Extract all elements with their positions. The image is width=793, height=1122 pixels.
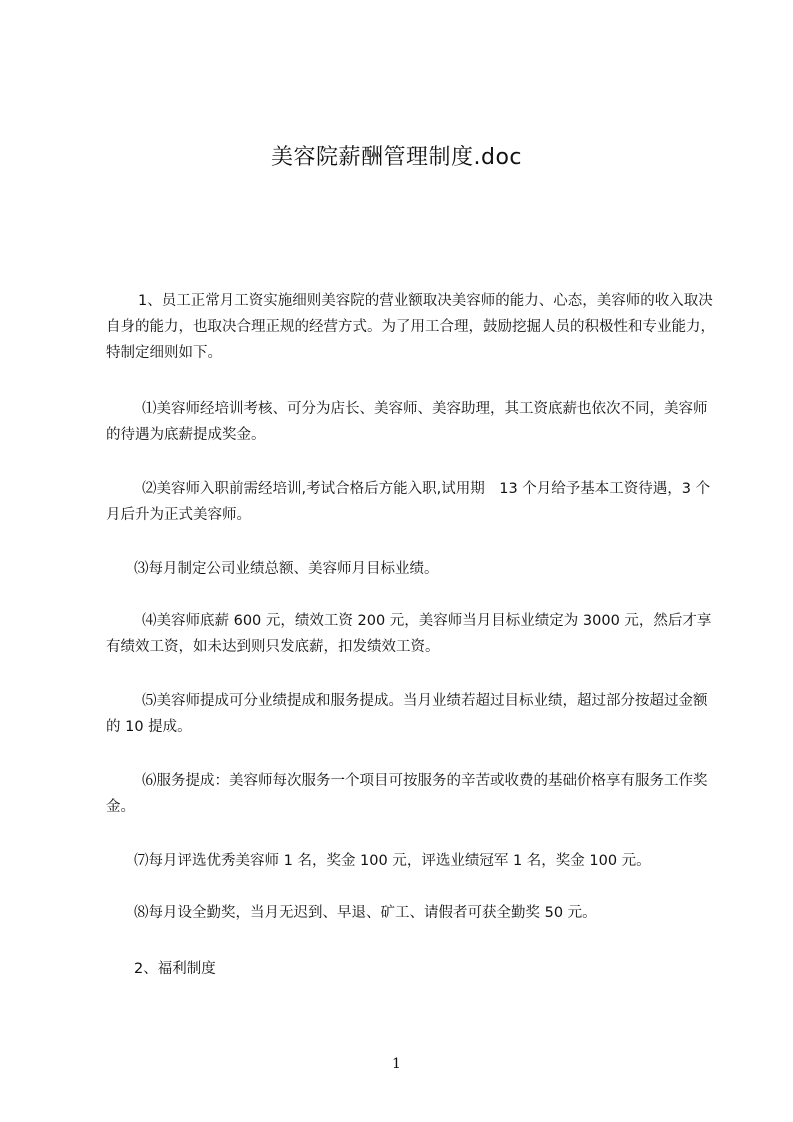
page-number: 1 bbox=[392, 1056, 401, 1072]
paragraph-item-5: ⑸美容师提成可分业绩提成和服务提成。当月业绩若超过目标业绩，超过部分按超过金额的 10 提成。 bbox=[106, 693, 708, 735]
paragraph-section-2-heading: 2、福利制度 bbox=[134, 961, 216, 977]
paragraph-item-8: ⑻每月设全勤奖，当月无迟到、早退、矿工、请假者可获全勤奖 50 元。 bbox=[134, 905, 597, 921]
paragraph-item-6: ⑹服务提成：美容师每次服务一个项目可按服务的辛苦或收费的基础价格享有服务工作奖金。 bbox=[106, 773, 708, 815]
paragraph-item-1: ⑴美容师经培训考核、可分为店长、美容师、美容助理，其工资底薪也依次不同，美容师的待遇为底薪提成奖金。 bbox=[106, 401, 708, 443]
paragraph-item-3: ⑶每月制定公司业绩总额、美容师月目标业绩。 bbox=[134, 561, 439, 577]
paragraph-item-4: ⑷美容师底薪 600 元，绩效工资 200 元，美容师当月目标业绩定为 3000 元，然后才享有绩效工资，如未达到则只发底薪，扣发绩效工资。 bbox=[106, 613, 712, 655]
paragraph-salary-rules: 1、员工正常月工资实施细则美容院的营业额取决美容师的能力、心态，美容师的收入取决自身的能力，也取决合理正规的经营方式。为了用工合理，鼓励挖掘人员的积极性和专业能力，特制定细则如下。 bbox=[106, 293, 715, 361]
page-title: 美容院薪酬管理制度.doc bbox=[270, 145, 522, 170]
paragraph-item-2: ⑵美容师入职前需经培训,考试合格后方能入职,试用期 13 个月给予基本工资待遇，3 个月后升为正式美容师。 bbox=[106, 481, 711, 523]
paragraph-item-7: ⑺每月评选优秀美容师 1 名，奖金 100 元，评选业绩冠军 1 名，奖金 100 元。 bbox=[134, 853, 651, 869]
